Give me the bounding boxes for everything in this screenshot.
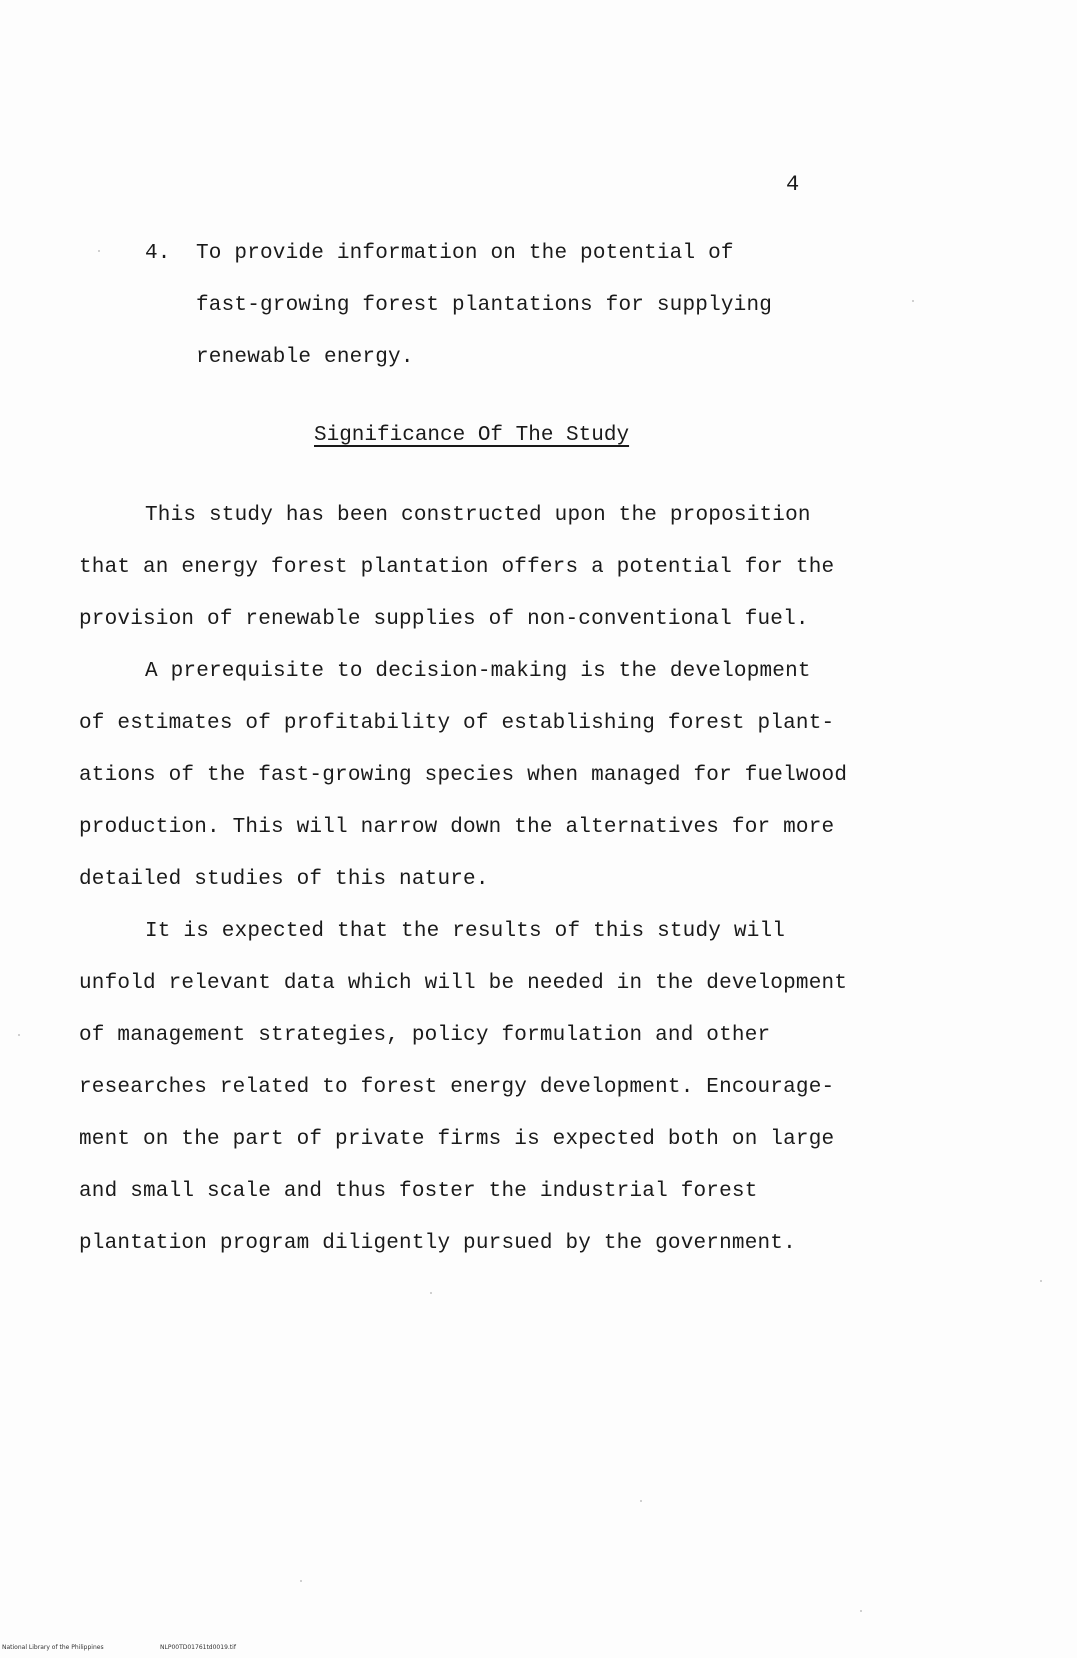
scan-speck bbox=[640, 1500, 642, 1502]
paragraph-2-line-2: of estimates of profitability of establishing forest plant- bbox=[79, 712, 835, 735]
paragraph-2-line-1: A prerequisite to decision-making is the development bbox=[145, 660, 811, 683]
scan-speck bbox=[18, 1034, 20, 1036]
paragraph-1-line-2: that an energy forest plantation offers a potential for the bbox=[79, 556, 835, 579]
paragraph-3-line-3: of management strategies, policy formulation and other bbox=[79, 1024, 771, 1047]
footer-library: National Library of the Philippines bbox=[2, 1644, 104, 1651]
paragraph-3-line-2: unfold relevant data which will be needed in the development bbox=[79, 972, 848, 995]
list-item-line-1: To provide information on the potential of bbox=[196, 242, 734, 265]
paragraph-2-line-3: ations of the fast-growing species when managed for fuelwood bbox=[79, 764, 848, 787]
paragraph-2-line-5: detailed studies of this nature. bbox=[79, 868, 489, 891]
scan-speck bbox=[98, 250, 100, 252]
page-number: 4 bbox=[786, 172, 800, 197]
paragraph-2-line-4: production. This will narrow down the alternatives for more bbox=[79, 816, 835, 839]
list-item-line-2: fast-growing forest plantations for supplying bbox=[196, 294, 773, 317]
paragraph-3-line-1: It is expected that the results of this study will bbox=[145, 920, 786, 943]
paragraph-3-line-7: plantation program diligently pursued by the government. bbox=[79, 1232, 796, 1255]
paragraph-1-line-3: provision of renewable supplies of non-conventional fuel. bbox=[79, 608, 809, 631]
list-item-line-3: renewable energy. bbox=[196, 346, 414, 369]
scan-speck bbox=[1040, 1280, 1042, 1282]
paragraph-3-line-6: and small scale and thus foster the industrial forest bbox=[79, 1180, 758, 1203]
paragraph-3-line-4: researches related to forest energy development. Encourage- bbox=[79, 1076, 835, 1099]
scan-speck bbox=[300, 1580, 302, 1582]
scan-speck bbox=[430, 1292, 432, 1294]
section-heading: Significance Of The Study bbox=[314, 424, 630, 447]
paragraph-1-line-1: This study has been constructed upon the proposition bbox=[145, 504, 811, 527]
scan-speck bbox=[912, 300, 914, 302]
footer-file: NLP00TD01761td0019.tif bbox=[160, 1644, 236, 1651]
list-marker: 4. bbox=[145, 242, 171, 265]
scan-speck bbox=[860, 1610, 862, 1612]
paragraph-3-line-5: ment on the part of private firms is expected both on large bbox=[79, 1128, 835, 1151]
